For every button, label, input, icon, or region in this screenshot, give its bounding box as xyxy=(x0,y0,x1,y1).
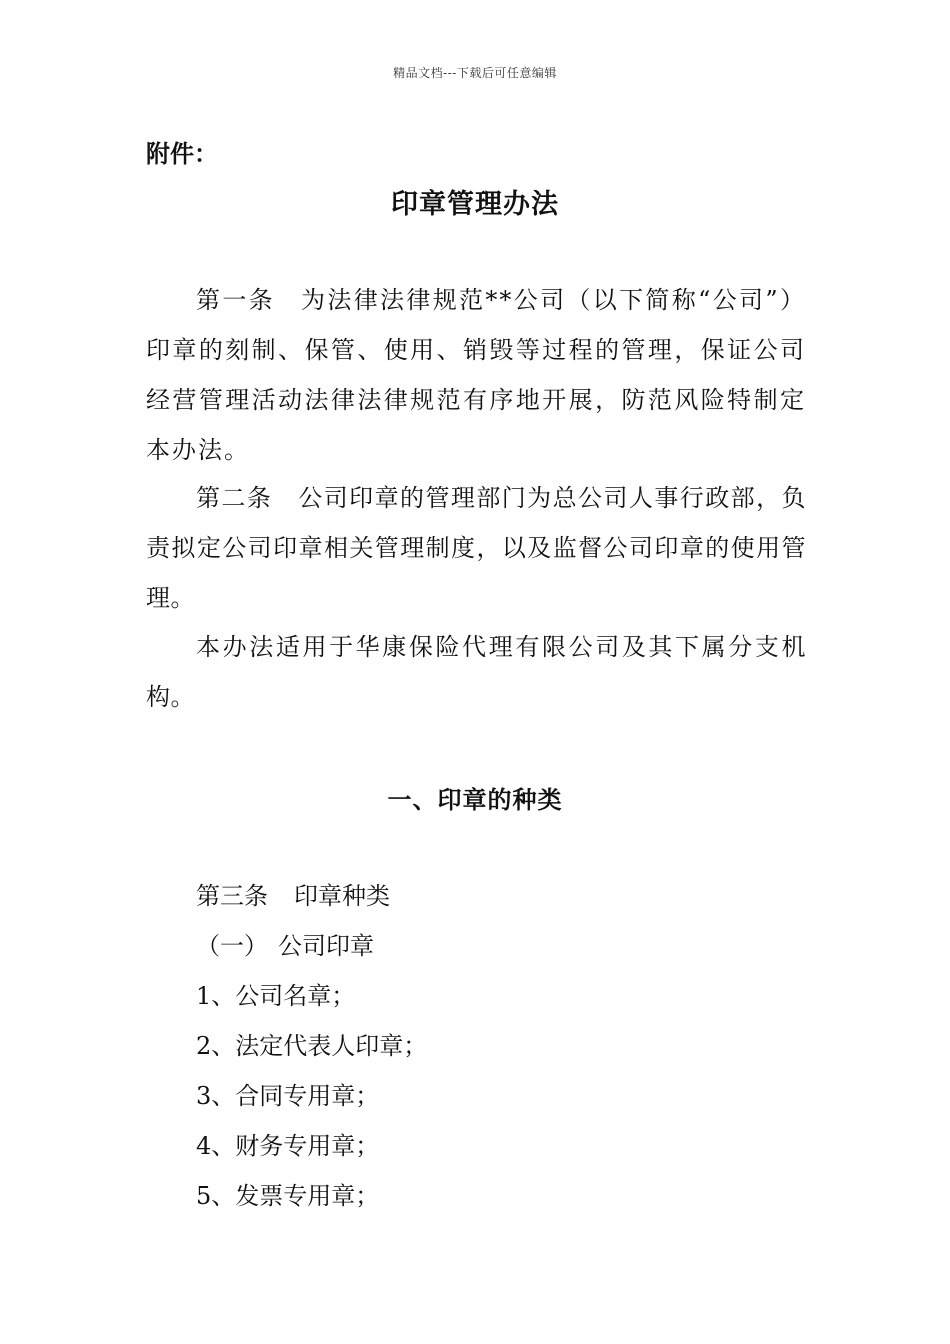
article-1-number: 第一条 xyxy=(196,286,276,314)
article-2-paragraph xyxy=(146,473,806,623)
scope-paragraph-block xyxy=(146,622,806,722)
article-2-text: 公司印章的管理部门为总公司人事行政部，负责拟定公司印章相关管理制度，以及监督公司印章的使用管理。 xyxy=(146,484,806,612)
list-item: 3、合同专用章； xyxy=(196,1082,380,1110)
article-1-paragraph xyxy=(146,275,806,475)
subsection-1-line xyxy=(196,921,427,971)
article-1-text: 为法律法律规范**公司（以下简称“公司”）印章的刻制、保管、使用、销毁等过程的管理，保证公司经营管理活动法律法律规范有序地开展，防范风险特制定本办法。 xyxy=(146,286,807,464)
header-note: 精品文档---下载后可任意编辑 xyxy=(393,66,557,80)
list-item: 1、公司名章； xyxy=(196,982,356,1010)
list-item: 4、财务专用章； xyxy=(196,1132,380,1160)
list-item: 5、发票专用章； xyxy=(196,1182,380,1210)
document-title: 印章管理办法 xyxy=(391,189,559,220)
article-2 xyxy=(146,473,806,623)
section-1-heading: 一、印章的种类 xyxy=(387,786,563,814)
list-item: 2、法定代表人印章； xyxy=(196,1032,428,1060)
scope-paragraph: 本办法适用于华康保险代理有限公司及其下属分支机构。 xyxy=(146,633,806,711)
subsection-1-number: （一） xyxy=(196,932,268,960)
attachment-label: 附件： xyxy=(146,140,218,168)
article-3-number: 第三条 xyxy=(196,882,268,910)
article-1 xyxy=(146,275,806,475)
article-2-number: 第二条 xyxy=(196,484,273,512)
subsection-1-text: 公司印章 xyxy=(278,932,374,960)
seal-types-list xyxy=(196,871,427,1221)
article-3-line xyxy=(196,871,427,921)
article-3-text: 印章种类 xyxy=(294,882,390,910)
